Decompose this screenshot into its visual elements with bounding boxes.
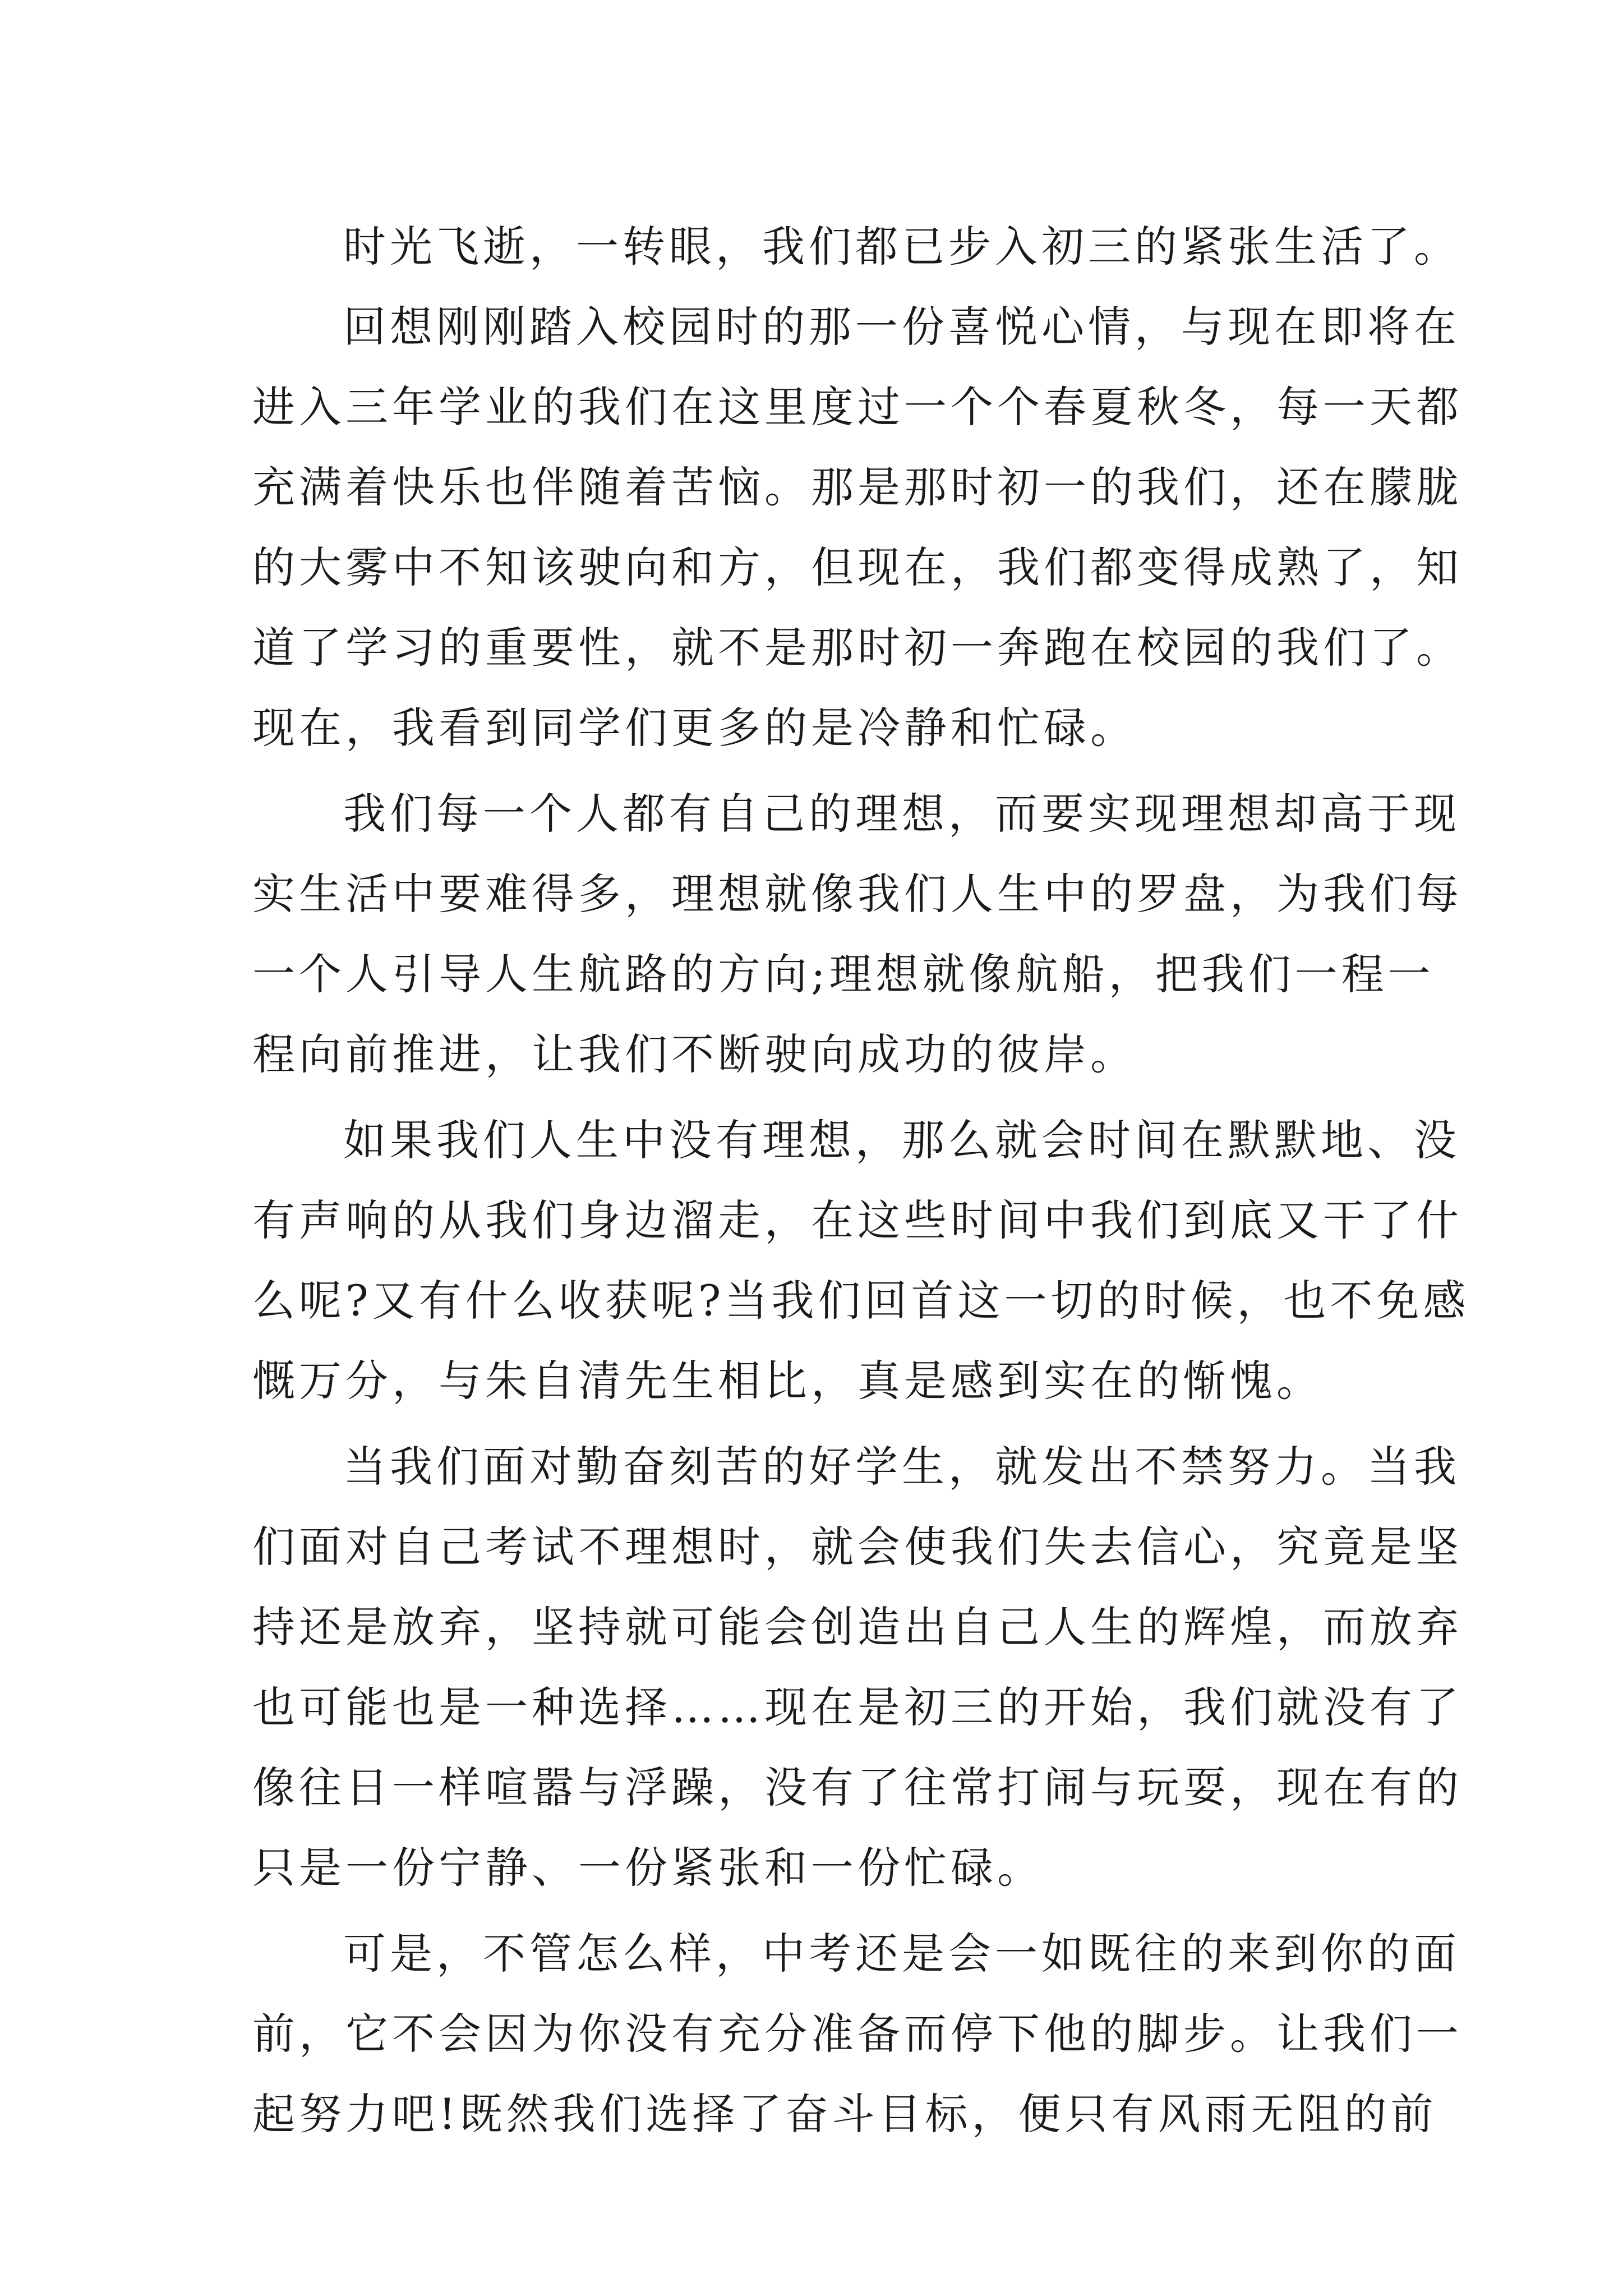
essay-body	[252, 206, 1470, 2154]
text-line: 程向前推进，让我们不断驶向成功的彼岸。	[252, 1029, 1137, 1079]
text-line: 我们每一个人都有自己的理想，而要实现理想却高于现	[343, 789, 1460, 839]
text-line: 如果我们人生中没有理想，那么就会时间在默默地、没	[343, 1115, 1460, 1165]
text-line: 道了学习的重要性，就不是那时初一奔跑在校园的我们了。	[252, 623, 1463, 673]
text-line: 慨万分，与朱自清先生相比，真是感到实在的惭愧。	[252, 1356, 1323, 1406]
text-line: 实生活中要难得多，理想就像我们人生中的罗盘，为我们每	[252, 869, 1463, 919]
text-line: 当我们面对勤奋刻苦的好学生，就发出不禁努力。当我	[343, 1442, 1460, 1492]
text-line: 充满着快乐也伴随着苦恼。那是那时初一的我们，还在朦胧	[252, 462, 1463, 512]
text-line: 们面对自己考试不理想时，就会使我们失去信心，究竟是坚	[252, 1522, 1463, 1572]
text-line: 一个人引导人生航路的方向;理想就像航船，把我们一程一	[252, 949, 1435, 999]
text-line: 起努力吧!既然我们选择了奋斗目标，便只有风雨无阻的前	[252, 2089, 1437, 2139]
text-line: 可是，不管怎么样，中考还是会一如既往的来到你的面	[343, 1929, 1460, 1978]
text-line: 进入三年学业的我们在这里度过一个个春夏秋冬，每一天都	[252, 382, 1463, 432]
text-line: 现在，我看到同学们更多的是冷静和忙碌。	[252, 703, 1137, 753]
text-line: 前，它不会因为你没有充分准备而停下他的脚步。让我们一	[252, 2009, 1463, 2059]
text-line: 的大雾中不知该驶向和方，但现在，我们都变得成熟了，知	[252, 542, 1463, 592]
text-line: 回想刚刚踏入校园时的那一份喜悦心情，与现在即将在	[343, 302, 1460, 352]
text-line: 像往日一样喧嚣与浮躁，没有了往常打闹与玩耍，现在有的	[252, 1763, 1463, 1812]
text-line: 持还是放弃，坚持就可能会创造出自己人生的辉煌，而放弃	[252, 1602, 1463, 1652]
text-line: 也可能也是一种选择……现在是初三的开始，我们就没有了	[252, 1682, 1463, 1732]
text-line: 只是一份宁静、一份紧张和一份忙碌。	[252, 1843, 1044, 1893]
text-line: 时光飞逝，一转眼，我们都已步入初三的紧张生活了。	[343, 222, 1460, 272]
text-line: 么呢?又有什么收获呢?当我们回首这一切的时候，也不免感	[252, 1276, 1470, 1326]
text-line: 有声响的从我们身边溜走，在这些时间中我们到底又干了什	[252, 1195, 1463, 1245]
